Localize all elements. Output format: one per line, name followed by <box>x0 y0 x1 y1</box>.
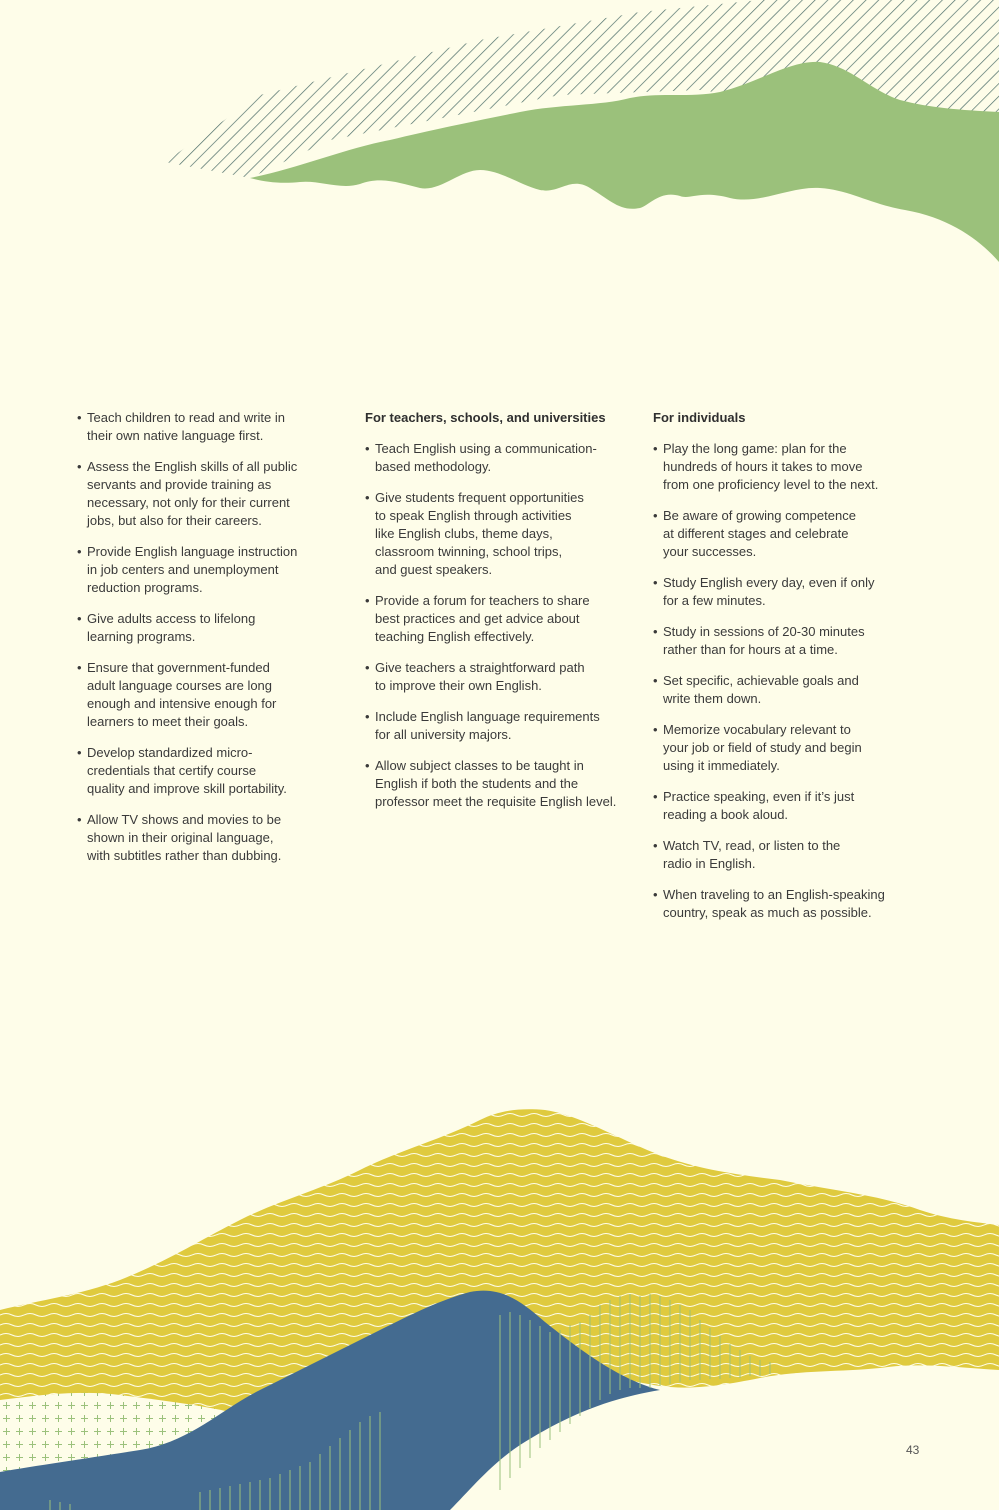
list-item: • Practice speaking, even if it’s just reading a book aloud. <box>653 788 903 824</box>
list-item: • Set specific, achievable goals and write them down. <box>653 672 903 708</box>
recommendation-list-individuals <box>653 440 903 922</box>
recommendation-list-general <box>77 409 317 865</box>
list-item: • Teach English using a communication- based methodology. <box>365 440 633 476</box>
list-item: • When traveling to an English-speaking country, speak as much as possible. <box>653 886 903 922</box>
list-item: • Study English every day, even if only for a few minutes. <box>653 574 903 610</box>
list-item: • Develop standardized micro- credentials that certify course quality and improve skill portability. <box>77 744 317 798</box>
list-item: • Memorize vocabulary relevant to your job or field of study and begin using it immediately. <box>653 721 903 775</box>
recommendation-list-teachers <box>365 440 633 811</box>
list-item: • Give teachers a straightforward path to improve their own English. <box>365 659 633 695</box>
page-number: 43 <box>906 1443 920 1457</box>
list-item: • Give students frequent opportunities to speak English through activities like English clubs, theme days, classroom twinning, school trips, and guest speakers. <box>365 489 633 579</box>
list-item: • Provide English language instruction in job centers and unemployment reduction programs. <box>77 543 317 597</box>
bottom-mountain-illustration <box>0 1100 999 1510</box>
list-item: • Play the long game: plan for the hundreds of hours it takes to move from one proficiency level to the next. <box>653 440 903 494</box>
list-item: • Allow TV shows and movies to be shown in their original language, with subtitles rather than dubbing. <box>77 811 317 865</box>
column-teachers-schools-universities <box>365 409 633 824</box>
column-heading: For individuals <box>653 410 746 425</box>
column-individuals <box>653 409 903 935</box>
list-item: • Study in sessions of 20-30 minutes rather than for hours at a time. <box>653 623 903 659</box>
list-item: • Assess the English skills of all public servants and provide training as necessary, not only for their current jobs, but also for their careers. <box>77 458 317 530</box>
list-item: • Be aware of growing competence at different stages and celebrate your successes. <box>653 507 903 561</box>
column-general <box>77 409 317 878</box>
list-item: • Give adults access to lifelong learning programs. <box>77 610 317 646</box>
list-item: • Include English language requirements for all university majors. <box>365 708 633 744</box>
list-item: • Teach children to read and write in their own native language first. <box>77 409 317 445</box>
list-item: • Allow subject classes to be taught in English if both the students and the professor meet the requisite English level. <box>365 757 633 811</box>
list-item: • Watch TV, read, or listen to the radio in English. <box>653 837 903 873</box>
list-item: • Provide a forum for teachers to share best practices and get advice about teaching English effectively. <box>365 592 633 646</box>
column-heading: For teachers, schools, and universities <box>365 410 606 425</box>
list-item: • Ensure that government-funded adult language courses are long enough and intensive enough for learners to meet their goals. <box>77 659 317 731</box>
top-mountain-illustration <box>0 0 999 270</box>
